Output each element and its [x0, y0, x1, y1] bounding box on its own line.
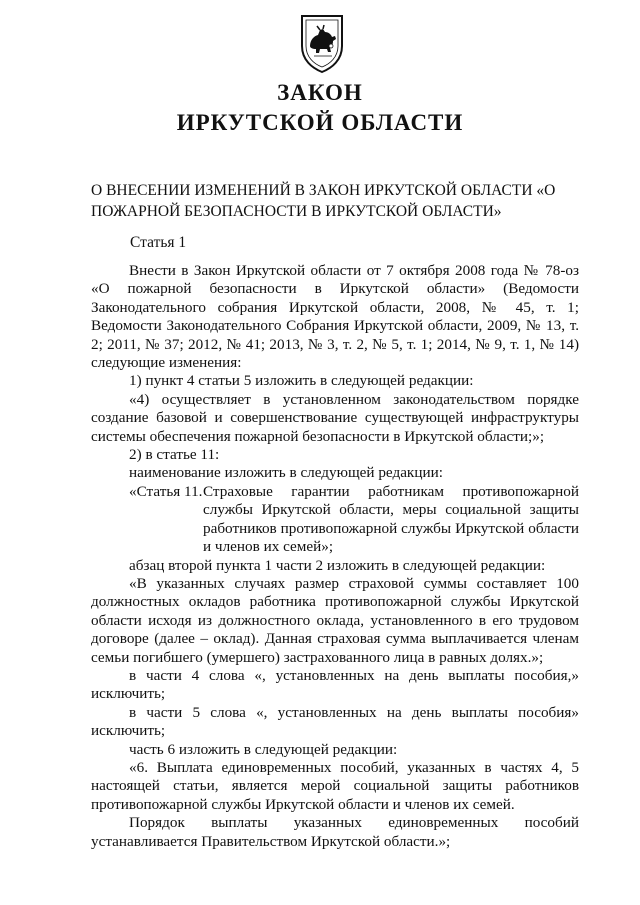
- paragraph-insurance-sum: «В указанных случаях размер страховой суммы составляет 100 должностных окладов работника противопожарной службы Иркутской области исходя из должностного оклада, установленного в его трудовом договоре (далее – оклад). Данная страховая сумма выплачивается членам семьи погибшего (умершего) застрахованного лица в равных долях.»;: [91, 574, 579, 666]
- coat-of-arms-emblem: [298, 12, 346, 74]
- paragraph-intro: Внести в Закон Иркутской области от 7 октября 2008 года № 78-оз «О пожарной безопасности в Иркутской области» (Ведомости Законодательного собрания Иркутской области, 2008, № 45, т. 1; Ведомости Законодательного Собрания Иркутской области, 2009, № 13, т. 2; 2011, № 37; 2012, № 41; 2013, № 3, т. 2, № 5, т. 1; 2014, № 9, т. 1, № 14) следующие изменения:: [91, 262, 579, 372]
- paragraph-payment-order: Порядок выплаты указанных единовременных пособий устанавливается Правительством Иркутской области.»;: [91, 814, 579, 850]
- paragraph-abzac-change: абзац второй пункта 1 части 2 изложить в следующей редакции:: [129, 556, 546, 574]
- paragraph-item-1-text: «4) осуществляет в установленном законодательством порядке создание базовой и совершенствование существующей инфраструктуры системы обеспечения пожарной безопасности в Иркутской области;»;: [91, 390, 579, 445]
- article-11-lead: «Статья 11.: [129, 482, 203, 500]
- paragraph-heading-change: наименование изложить в следующей редакции:: [129, 464, 443, 482]
- paragraph-item-2: 2) в статье 11:: [129, 446, 220, 464]
- paragraph-part-6: часть 6 изложить в следующей редакции:: [129, 740, 398, 758]
- article-11-heading: [91, 483, 579, 557]
- title-line-2: ИРКУТСКОЙ ОБЛАСТИ: [176, 110, 464, 135]
- article-label: Статья 1: [130, 234, 187, 251]
- paragraph-part-4: в части 4 слова «, установленных на день выплаты пособия,» исключить;: [91, 666, 579, 703]
- paragraph-part-5: в части 5 слова «, установленных на день выплаты пособия» исключить;: [91, 703, 579, 740]
- law-body: [91, 262, 579, 851]
- paragraph-part-6-text: «6. Выплата единовременных пособий, указанных в частях 4, 5 настоящей статьи, является мерой социальной защиты работников противопожарной службы Иркутской области и членов их семей.: [91, 758, 579, 813]
- paragraph-item-1: 1) пункт 4 статьи 5 изложить в следующей редакции:: [129, 372, 474, 390]
- article-11-title: Страховые гарантии работникам противопожарной службы Иркутской области, меры социальной защиты работников противопожарной службы Иркутской области и членов их семей»;: [203, 482, 579, 556]
- law-subtitle: О ВНЕСЕНИИ ИЗМЕНЕНИЙ В ЗАКОН ИРКУТСКОЙ ОБЛАСТИ «О ПОЖАРНОЙ БЕЗОПАСНОСТИ В ИРКУТСКОЙ ОБЛАСТИ»: [91, 182, 556, 220]
- title-line-1: ЗАКОН: [277, 80, 363, 105]
